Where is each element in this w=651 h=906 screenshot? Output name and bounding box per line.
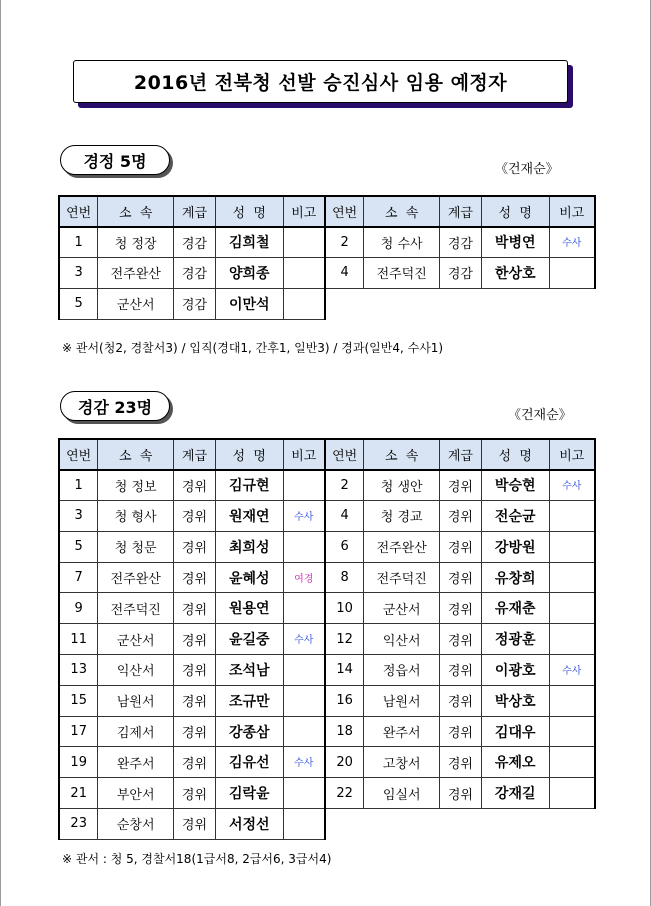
cell-name: 한상호: [481, 258, 549, 289]
table-row: [59, 747, 595, 778]
cell-remark: [549, 685, 595, 716]
cell-department: 남원서: [364, 685, 440, 716]
cell-rank: 경감: [440, 258, 482, 289]
cell-department: 완주서: [364, 716, 440, 747]
cell-name: 서정선: [215, 809, 283, 840]
cell-serial: 2: [325, 227, 364, 258]
table-row: [59, 655, 595, 686]
column-header-name: 성 명: [215, 196, 283, 227]
cell-name: 유제오: [481, 747, 549, 778]
cell-name: 전순균: [481, 501, 549, 532]
cell-serial: 6: [325, 531, 364, 562]
empty-cell: [549, 288, 595, 319]
cell-remark: [283, 778, 325, 809]
cell-serial: 14: [325, 655, 364, 686]
empty-cell: [481, 288, 549, 319]
cell-name: 김대우: [481, 716, 549, 747]
cell-rank: 경위: [440, 624, 482, 655]
column-header-department: 소 속: [98, 196, 174, 227]
cell-remark: [283, 716, 325, 747]
cell-remark: [283, 685, 325, 716]
empty-cell: [364, 288, 440, 319]
remark-text: 여경: [294, 573, 314, 585]
cell-department: 완주서: [98, 747, 174, 778]
section2-label: 경감 23명: [60, 391, 170, 421]
remark-text: 수사: [294, 758, 314, 770]
cell-serial: 17: [59, 716, 98, 747]
empty-cell: [364, 809, 440, 840]
empty-cell: [481, 809, 549, 840]
cell-remark: [283, 809, 325, 840]
column-header-serial: 연번: [325, 196, 364, 227]
cell-rank: 경위: [174, 747, 216, 778]
cell-department: 청 정보: [98, 470, 174, 501]
cell-serial: 16: [325, 685, 364, 716]
cell-name: 원재연: [215, 501, 283, 532]
cell-department: 청 형사: [98, 501, 174, 532]
section1-footnote: ※ 관서(청2, 경찰서3) / 입직(경대1, 간후1, 일반3) / 경과(일반4, 수사1): [62, 341, 444, 355]
empty-cell: [325, 288, 364, 319]
cell-remark: [283, 562, 325, 593]
title-block: [73, 60, 573, 108]
cell-serial: 20: [325, 747, 364, 778]
table-row: [59, 288, 595, 319]
cell-serial: 4: [325, 501, 364, 532]
cell-remark: [549, 747, 595, 778]
cell-remark: [283, 258, 325, 289]
cell-remark: [283, 227, 325, 258]
column-header-rank: 계급: [174, 439, 216, 470]
cell-serial: 18: [325, 716, 364, 747]
cell-serial: 10: [325, 593, 364, 624]
cell-rank: 경위: [174, 470, 216, 501]
cell-remark: [283, 747, 325, 778]
cell-rank: 경위: [174, 624, 216, 655]
column-header-serial: 연번: [325, 439, 364, 470]
cell-name: 박승현: [481, 470, 549, 501]
remark-text: 수사: [562, 238, 582, 250]
table-header-row: [59, 439, 595, 470]
remark-text: 수사: [562, 665, 582, 677]
cell-rank: 경위: [174, 531, 216, 562]
cell-remark: [549, 562, 595, 593]
column-header-serial: 연번: [59, 196, 98, 227]
cell-serial: 23: [59, 809, 98, 840]
cell-serial: 19: [59, 747, 98, 778]
cell-remark: [549, 470, 595, 501]
cell-rank: 경위: [174, 716, 216, 747]
cell-name: 강재길: [481, 778, 549, 809]
page-title: 2016년 전북청 선발 승진심사 임용 예정자: [73, 60, 568, 103]
cell-name: 박상호: [481, 685, 549, 716]
table-header-row: [59, 196, 595, 227]
cell-serial: 22: [325, 778, 364, 809]
cell-department: 전주완산: [98, 258, 174, 289]
cell-rank: 경위: [440, 747, 482, 778]
cell-serial: 13: [59, 655, 98, 686]
column-header-remark: 비고: [549, 439, 595, 470]
cell-department: 익산서: [364, 624, 440, 655]
cell-serial: 5: [59, 531, 98, 562]
section1-table: [58, 195, 596, 320]
table-row: [59, 501, 595, 532]
column-header-department: 소 속: [98, 439, 174, 470]
cell-name: 김규현: [215, 470, 283, 501]
cell-remark: [549, 531, 595, 562]
cell-rank: 경위: [174, 655, 216, 686]
cell-department: 전주완산: [364, 531, 440, 562]
column-header-serial: 연번: [59, 439, 98, 470]
cell-rank: 경위: [440, 778, 482, 809]
cell-department: 전주덕진: [364, 562, 440, 593]
cell-serial: 7: [59, 562, 98, 593]
cell-department: 김제서: [98, 716, 174, 747]
cell-serial: 5: [59, 288, 98, 319]
section1-order-note: 《건재순》: [495, 162, 559, 177]
cell-remark: [283, 655, 325, 686]
cell-remark: [549, 593, 595, 624]
cell-name: 정광훈: [481, 624, 549, 655]
cell-department: 청 청문: [98, 531, 174, 562]
cell-serial: 12: [325, 624, 364, 655]
cell-serial: 3: [59, 501, 98, 532]
table-row: [59, 685, 595, 716]
cell-name: 김유선: [215, 747, 283, 778]
cell-department: 남원서: [98, 685, 174, 716]
cell-department: 청 정장: [98, 227, 174, 258]
cell-department: 군산서: [98, 624, 174, 655]
cell-serial: 1: [59, 470, 98, 501]
cell-name: 김희철: [215, 227, 283, 258]
cell-rank: 경위: [440, 470, 482, 501]
cell-department: 청 수사: [364, 227, 440, 258]
cell-rank: 경위: [440, 716, 482, 747]
cell-name: 윤혜성: [215, 562, 283, 593]
column-header-name: 성 명: [481, 196, 549, 227]
cell-name: 이광호: [481, 655, 549, 686]
table-row: [59, 716, 595, 747]
cell-department: 전주완산: [98, 562, 174, 593]
cell-rank: 경위: [174, 809, 216, 840]
cell-rank: 경위: [174, 778, 216, 809]
cell-remark: [549, 716, 595, 747]
cell-department: 정읍서: [364, 655, 440, 686]
cell-rank: 경위: [174, 593, 216, 624]
empty-cell: [440, 288, 482, 319]
cell-name: 강종삼: [215, 716, 283, 747]
remark-text: 수사: [294, 511, 314, 523]
cell-remark: [549, 258, 595, 289]
section1-label: 경정 5명: [60, 145, 170, 175]
cell-rank: 경위: [440, 562, 482, 593]
cell-name: 조규만: [215, 685, 283, 716]
table-row: [59, 470, 595, 501]
cell-name: 유재춘: [481, 593, 549, 624]
column-header-remark: 비고: [549, 196, 595, 227]
cell-rank: 경위: [440, 531, 482, 562]
cell-serial: 11: [59, 624, 98, 655]
column-header-name: 성 명: [481, 439, 549, 470]
empty-cell: [325, 809, 364, 840]
section2-table: [58, 438, 596, 840]
cell-department: 전주덕진: [364, 258, 440, 289]
column-header-remark: 비고: [283, 439, 325, 470]
cell-name: 강방원: [481, 531, 549, 562]
table-row: [59, 624, 595, 655]
cell-rank: 경위: [440, 593, 482, 624]
cell-rank: 경감: [174, 258, 216, 289]
cell-rank: 경위: [174, 501, 216, 532]
column-header-rank: 계급: [440, 196, 482, 227]
cell-department: 청 생안: [364, 470, 440, 501]
table-row: [59, 227, 595, 258]
cell-name: 양희종: [215, 258, 283, 289]
cell-department: 고창서: [364, 747, 440, 778]
cell-rank: 경위: [440, 655, 482, 686]
cell-rank: 경위: [440, 501, 482, 532]
cell-department: 군산서: [98, 288, 174, 319]
cell-name: 원용연: [215, 593, 283, 624]
remark-text: 수사: [294, 635, 314, 647]
cell-name: 김락윤: [215, 778, 283, 809]
cell-name: 박병연: [481, 227, 549, 258]
cell-rank: 경감: [174, 227, 216, 258]
cell-serial: 1: [59, 227, 98, 258]
cell-remark: [283, 531, 325, 562]
cell-remark: [283, 624, 325, 655]
table-row: [59, 809, 595, 840]
cell-rank: 경위: [440, 685, 482, 716]
cell-rank: 경위: [174, 562, 216, 593]
cell-department: 익산서: [98, 655, 174, 686]
cell-name: 유창희: [481, 562, 549, 593]
cell-serial: 2: [325, 470, 364, 501]
cell-remark: [549, 501, 595, 532]
cell-serial: 8: [325, 562, 364, 593]
cell-remark: [549, 624, 595, 655]
table-row: [59, 531, 595, 562]
column-header-rank: 계급: [174, 196, 216, 227]
cell-department: 청 경교: [364, 501, 440, 532]
cell-name: 조석남: [215, 655, 283, 686]
cell-remark: [549, 778, 595, 809]
cell-rank: 경감: [440, 227, 482, 258]
cell-serial: 4: [325, 258, 364, 289]
column-header-remark: 비고: [283, 196, 325, 227]
cell-department: 임실서: [364, 778, 440, 809]
section2-order-note: 《건재순》: [508, 408, 572, 423]
cell-remark: [283, 288, 325, 319]
cell-department: 순창서: [98, 809, 174, 840]
empty-cell: [549, 809, 595, 840]
cell-serial: 3: [59, 258, 98, 289]
cell-remark: [549, 655, 595, 686]
cell-department: 부안서: [98, 778, 174, 809]
cell-rank: 경위: [174, 685, 216, 716]
section2-footnote: ※ 관서 : 청 5, 경찰서18(1급서8, 2급서6, 3급서4): [62, 852, 332, 866]
column-header-department: 소 속: [364, 439, 440, 470]
remark-text: 수사: [562, 481, 582, 493]
cell-serial: 9: [59, 593, 98, 624]
cell-name: 윤길중: [215, 624, 283, 655]
empty-cell: [440, 809, 482, 840]
column-header-department: 소 속: [364, 196, 440, 227]
column-header-rank: 계급: [440, 439, 482, 470]
table-row: [59, 258, 595, 289]
cell-remark: [549, 227, 595, 258]
table-row: [59, 778, 595, 809]
cell-department: 군산서: [364, 593, 440, 624]
cell-remark: [283, 470, 325, 501]
cell-rank: 경감: [174, 288, 216, 319]
cell-serial: 21: [59, 778, 98, 809]
table-row: [59, 562, 595, 593]
cell-serial: 15: [59, 685, 98, 716]
cell-department: 전주덕진: [98, 593, 174, 624]
cell-remark: [283, 593, 325, 624]
cell-name: 이만석: [215, 288, 283, 319]
table-row: [59, 593, 595, 624]
cell-remark: [283, 501, 325, 532]
column-header-name: 성 명: [215, 439, 283, 470]
cell-name: 최희성: [215, 531, 283, 562]
